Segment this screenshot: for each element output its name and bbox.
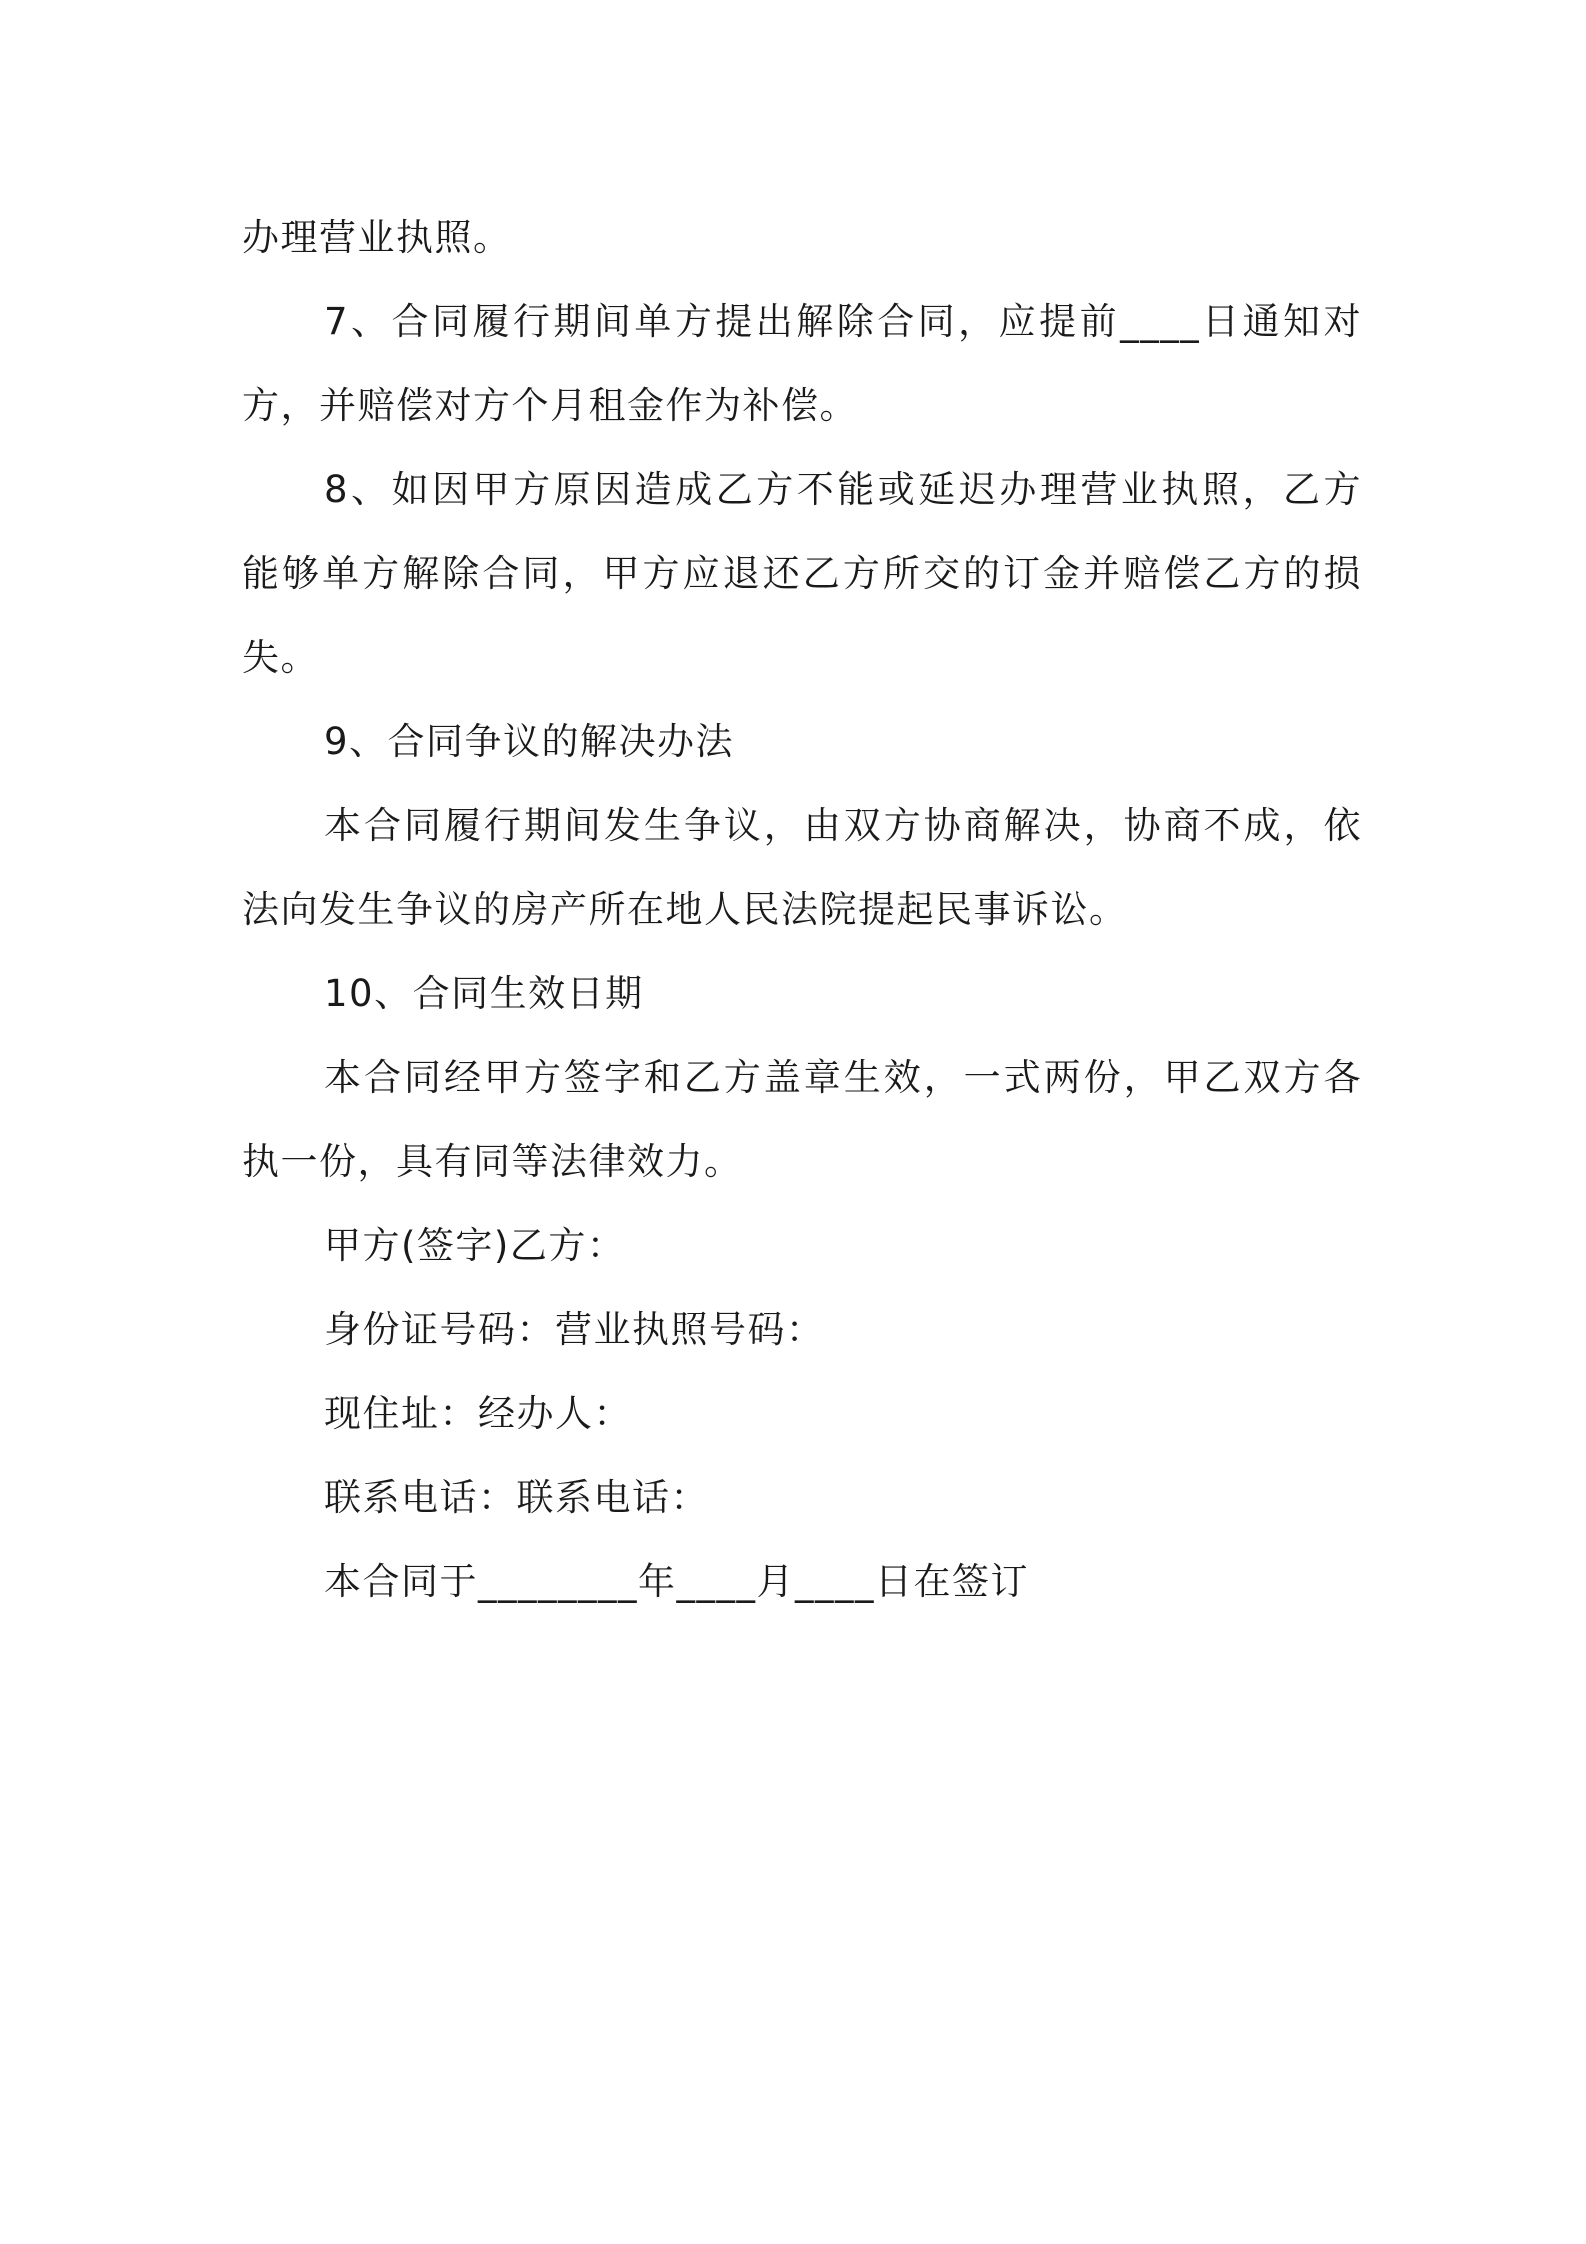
paragraph-line: 办理营业执照。	[242, 216, 512, 259]
paragraph-line: 能够单方解除合同，甲方应退还乙方所交的订金并赔偿乙方的损	[242, 552, 1362, 595]
clause-8-line: 8、如因甲方原因造成乙方不能或延迟办理营业执照，乙方	[324, 468, 1362, 511]
clause-9-heading: 9、合同争议的解决办法	[324, 720, 735, 763]
paragraph-line: 法向发生争议的房产所在地人民法院提起民事诉讼。	[242, 888, 1128, 931]
paragraph-line: 本合同经甲方签字和乙方盖章生效，一式两份，甲乙双方各	[324, 1056, 1362, 1099]
phone-line: 联系电话：联系电话：	[324, 1476, 709, 1519]
clause-7-line: 7、合同履行期间单方提出解除合同，应提前____日通知对	[324, 300, 1362, 343]
paragraph-line: 失。	[242, 636, 319, 679]
paragraph-line: 本合同履行期间发生争议，由双方协商解决，协商不成，依	[324, 804, 1362, 847]
id-number-line: 身份证号码：营业执照号码：	[324, 1308, 825, 1351]
contract-text	[242, 196, 1362, 1624]
address-line: 现住址：经办人：	[324, 1392, 632, 1435]
signing-date-line: 本合同于________年____月____日在签订	[324, 1560, 1029, 1603]
signature-party-line: 甲方(签字)乙方：	[324, 1224, 626, 1267]
paragraph-line: 执一份，具有同等法律效力。	[242, 1140, 743, 1183]
paragraph-line: 方，并赔偿对方个月租金作为补偿。	[242, 384, 858, 427]
clause-10-heading: 10、合同生效日期	[324, 972, 644, 1015]
